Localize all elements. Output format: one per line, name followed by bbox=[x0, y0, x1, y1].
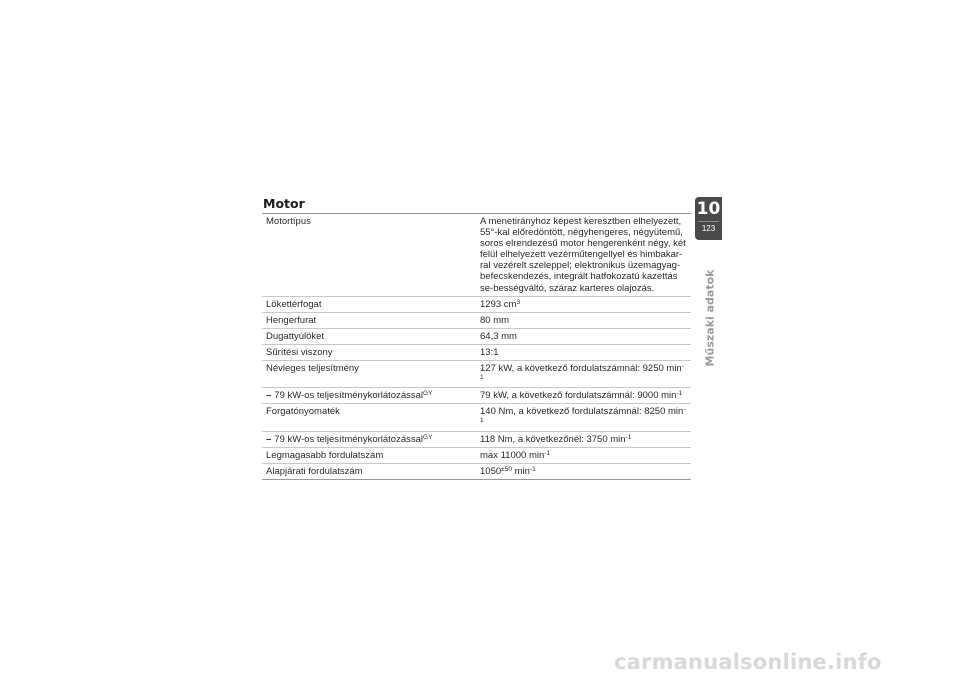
spec-label-cell bbox=[262, 388, 472, 404]
spec-label-cell bbox=[262, 296, 472, 312]
value-suffix-superscript: -1 bbox=[529, 465, 536, 473]
table-row bbox=[262, 388, 691, 404]
spec-label: Lökettérfogat bbox=[266, 298, 322, 310]
spec-label-cell bbox=[262, 344, 472, 360]
spec-value-cell bbox=[472, 361, 691, 388]
spec-label: 79 kW-os teljesítménykorlátozással bbox=[274, 390, 424, 402]
table-row bbox=[262, 463, 691, 479]
spec-value-cell bbox=[472, 214, 691, 297]
spec-label: Alapjárati fordulatszám bbox=[266, 465, 363, 477]
table-row bbox=[262, 447, 691, 463]
page-number: 123 bbox=[698, 221, 719, 236]
spec-label-cell bbox=[262, 328, 472, 344]
spec-value: 127 kW, a következő fordulatszámnál: 9250 min bbox=[480, 363, 682, 375]
spec-label: Hengerfurat bbox=[266, 314, 317, 326]
spec-value: max 11000 min bbox=[480, 449, 545, 461]
spec-value-cell bbox=[472, 388, 691, 404]
sub-item-dash: – bbox=[266, 433, 272, 445]
watermark: carmanualsonline.info bbox=[614, 650, 882, 674]
value-suffix: min bbox=[511, 465, 530, 477]
table-row bbox=[262, 431, 691, 447]
value-superscript: -1 bbox=[480, 406, 686, 425]
spec-value: 118 Nm, a következőnél: 3750 min bbox=[480, 433, 626, 445]
spec-value: A menetirányhoz képest keresztben elhelyezett, 55°-kal előredöntött, négyhengeres, négyütemű, soros elrendezésű motor hengerenként négy, két felül elhelyezett vezérműtengellyel és himbakar-ral vezérelt szeleppel; elektronikus üzemagyag-befecskendezés, integrált hatfokozatú kazettás se-bességváltó, száraz karteres olajozás. bbox=[480, 216, 686, 294]
spec-value-cell bbox=[472, 312, 691, 328]
table-row bbox=[262, 312, 691, 328]
spec-label-cell bbox=[262, 447, 472, 463]
chapter-tab bbox=[695, 197, 722, 240]
value-superscript: -1 bbox=[544, 449, 551, 457]
spec-value-cell bbox=[472, 447, 691, 463]
table-row bbox=[262, 404, 691, 431]
country-code-superscript: GY bbox=[423, 433, 433, 441]
spec-label: Motortípus bbox=[266, 216, 311, 227]
spec-label-cell bbox=[262, 431, 472, 447]
spec-value-cell bbox=[472, 344, 691, 360]
table-row bbox=[262, 328, 691, 344]
spec-value: 140 Nm, a következő fordulatszámnál: 8250 min bbox=[480, 406, 684, 418]
spec-label-cell bbox=[262, 404, 472, 431]
spec-label-cell bbox=[262, 312, 472, 328]
spec-label: Dugattyúlöket bbox=[266, 330, 325, 342]
spec-label: 79 kW-os teljesítménykorlátozással bbox=[274, 433, 424, 445]
spec-label: Forgatónyomaték bbox=[266, 406, 340, 418]
spec-value: 1050 bbox=[480, 465, 502, 477]
spec-value: 79 kW, a következő fordulatszámnál: 9000 min bbox=[480, 390, 677, 402]
chapter-number: 10 bbox=[696, 199, 721, 219]
country-code-superscript: GY bbox=[423, 390, 433, 398]
value-superscript: -1 bbox=[625, 433, 632, 441]
spec-value-cell bbox=[472, 463, 691, 479]
spec-value-cell bbox=[472, 431, 691, 447]
table-row bbox=[262, 361, 691, 388]
spec-value: 80 mm bbox=[480, 314, 510, 326]
spec-label: Sűrítési viszony bbox=[266, 346, 333, 358]
value-superscript: -1 bbox=[480, 363, 684, 382]
spec-value-cell bbox=[472, 404, 691, 431]
spec-value-cell bbox=[472, 328, 691, 344]
sub-item-dash: – bbox=[266, 390, 272, 402]
spec-label: Névleges teljesítmény bbox=[266, 363, 359, 375]
value-superscript: ±50 bbox=[501, 465, 512, 473]
spec-value: 1293 cm bbox=[480, 298, 517, 310]
table-row bbox=[262, 344, 691, 360]
spec-table bbox=[262, 213, 691, 480]
chapter-title: Műszaki adatok bbox=[703, 269, 717, 367]
spec-label-cell bbox=[262, 463, 472, 479]
spec-value-cell bbox=[472, 296, 691, 312]
table-row bbox=[262, 296, 691, 312]
spec-value: 64,3 mm bbox=[480, 330, 517, 342]
spec-value: 13:1 bbox=[480, 346, 499, 358]
spec-label: Legmagasabb fordulatszám bbox=[266, 449, 384, 461]
section-title: Motor bbox=[263, 196, 305, 211]
table-row bbox=[262, 214, 691, 297]
value-superscript: 3 bbox=[516, 298, 521, 306]
value-superscript: -1 bbox=[676, 390, 683, 398]
spec-label-cell bbox=[262, 361, 472, 388]
spec-label-cell bbox=[262, 214, 472, 297]
